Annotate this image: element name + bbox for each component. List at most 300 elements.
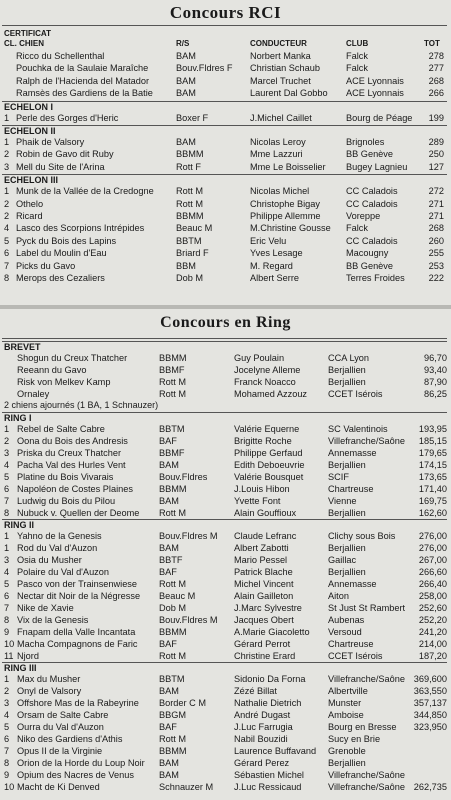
- table-row: [0, 781, 451, 793]
- cell-rank: 4: [4, 710, 10, 720]
- group-label: ECHELON II: [4, 126, 56, 136]
- table-row: [0, 578, 451, 590]
- cell-owner: Jacques Obert: [234, 615, 294, 625]
- cell-rs: BAF: [159, 436, 177, 446]
- table-row: [0, 235, 451, 247]
- table-row: [0, 745, 451, 757]
- cell-rs: BBMF: [159, 365, 185, 375]
- header-label: CERTIFICAT: [4, 29, 51, 38]
- table-row: [0, 75, 451, 87]
- cell-rank: 6: [4, 734, 10, 744]
- cell-rs: Dob M: [176, 273, 204, 283]
- cell-club: Berjallien: [328, 365, 366, 375]
- table-row: [0, 148, 451, 160]
- cell-score: 344,850: [413, 710, 447, 720]
- group-label: RING III: [4, 663, 37, 673]
- table-row: [0, 614, 451, 626]
- cell-owner: J.Marc Sylvestre: [234, 603, 302, 613]
- cell-name: Ricard: [16, 211, 43, 221]
- cell-rs: BBMM: [176, 211, 204, 221]
- cell-rank: 8: [4, 758, 10, 768]
- cell-owner: Alain Gouffioux: [234, 508, 297, 518]
- cell-rs: BBTM: [159, 674, 185, 684]
- cell-rank: 6: [4, 591, 10, 601]
- cell-name: Yahno de la Genesis: [17, 531, 102, 541]
- cell-owner: Sidonio Da Forna: [234, 674, 306, 684]
- cell-name: Pouchka de la Saulaie Maraîche: [16, 63, 149, 74]
- cell-club: Bourg en Bresse: [328, 722, 397, 732]
- cell-rank: 9: [4, 770, 10, 780]
- group-label: RING I: [4, 413, 32, 423]
- cell-name: Lasco des Scorpions Intrépides: [16, 223, 145, 234]
- cell-score: 276,00: [418, 543, 447, 553]
- table-row: [0, 260, 451, 272]
- cell-score: 199: [428, 112, 444, 123]
- cell-rank: 5: [4, 472, 10, 482]
- cell-name: Rebel de Salte Cabre: [17, 424, 105, 434]
- cell-club: Aubenas: [328, 615, 365, 625]
- group-rule: [2, 174, 447, 175]
- cell-owner: Philippe Allemme: [250, 211, 321, 221]
- cell-score: 173,65: [418, 472, 447, 482]
- cell-owner: Nabil Bouzidi: [234, 734, 288, 744]
- table-row: [0, 87, 451, 99]
- cell-club: Bourg de Péage: [346, 112, 413, 123]
- cell-rs: Beauc M: [176, 223, 213, 234]
- cell-owner: Christophe Bigay: [250, 198, 320, 209]
- cell-club: Aiton: [328, 591, 349, 601]
- table-row: [0, 161, 451, 173]
- table-row: [0, 198, 451, 210]
- cell-name: Perle des Gorges d'Heric: [16, 112, 119, 123]
- table-row: [0, 566, 451, 578]
- cell-name: Rod du Val d'Auzon: [17, 543, 98, 553]
- cell-rs: BAM: [159, 496, 179, 506]
- cell-rank: 6: [4, 484, 10, 494]
- cell-rank: 2: [4, 198, 10, 209]
- cell-name: Ralph de l'Hacienda del Matador: [16, 75, 150, 86]
- cell-score: 276,00: [418, 531, 447, 541]
- cell-owner: Guy Poulain: [234, 353, 285, 363]
- cell-name: Orion de la Horde du Loup Noir: [17, 758, 145, 768]
- cell-rs: BAM: [159, 686, 179, 696]
- cell-rank: 1: [4, 531, 10, 541]
- table-row: [0, 388, 451, 400]
- cell-rs: Bouv.Fldres M: [159, 531, 218, 541]
- cell-owner: Brigitte Roche: [234, 436, 292, 446]
- cell-score: 174,15: [418, 460, 447, 470]
- table-row: [0, 650, 451, 662]
- cell-name: Risk von Melkev Kamp: [17, 377, 111, 387]
- table-row: [0, 542, 451, 554]
- cell-score: 193,95: [418, 424, 447, 434]
- cell-owner: Gérard Perrot: [234, 639, 291, 649]
- cell-score: 266,60: [418, 567, 447, 577]
- cell-rank: 10: [4, 782, 15, 792]
- cell-club: Berjallien: [328, 377, 366, 387]
- cell-rank: 8: [4, 508, 10, 518]
- cell-club: ACE Lyonnais: [346, 75, 404, 86]
- cell-rs: Rott M: [159, 579, 187, 589]
- cell-score: 262,735: [413, 782, 447, 792]
- cell-rank: 2: [4, 686, 10, 696]
- table-row: [0, 685, 451, 697]
- cell-score: 363,550: [413, 686, 447, 696]
- cell-club: Villefranche/Saône: [328, 436, 405, 446]
- cell-rs: BAF: [159, 722, 177, 732]
- cell-score: 323,950: [413, 722, 447, 732]
- cell-score: 87,90: [424, 377, 447, 387]
- cell-score: 369,600: [413, 674, 447, 684]
- group-label: ECHELON III: [4, 175, 59, 186]
- cell-club: Villefranche/Saône: [328, 770, 405, 780]
- cell-rs: Rott M: [176, 186, 204, 197]
- cell-name: Picks du Gavo: [16, 260, 76, 271]
- cell-name: Njord: [17, 651, 39, 661]
- cell-score: 289: [428, 137, 444, 147]
- cell-rank: 3: [4, 448, 10, 458]
- title-rule: [2, 338, 447, 339]
- rci-section: [0, 0, 451, 305]
- cell-rs: BBMM: [159, 353, 187, 363]
- header-name: CL. CHIEN: [4, 39, 44, 48]
- cell-score: 222: [428, 273, 444, 283]
- cell-rank: 1: [4, 674, 10, 684]
- cell-name: Ludwig du Bois du Pilou: [17, 496, 116, 506]
- cell-club: Clichy sous Bois: [328, 531, 396, 541]
- table-row: [0, 447, 451, 459]
- group-rule: [2, 662, 447, 663]
- cell-owner: Yvette Font: [234, 496, 281, 506]
- cell-score: 268: [428, 223, 444, 234]
- cell-rs: Rott M: [176, 198, 204, 209]
- cell-name: Munk de la Vallée de la Credogne: [16, 186, 154, 197]
- table-row: [0, 352, 451, 364]
- cell-club: SC Valentinois: [328, 424, 388, 434]
- cell-club: Amboise: [328, 710, 364, 720]
- cell-score: 252,20: [418, 615, 447, 625]
- cell-owner: Norbert Manka: [250, 51, 311, 61]
- cell-owner: André Dugast: [234, 710, 291, 720]
- cell-name: Ramsès des Gardiens de la Batie: [16, 88, 153, 99]
- cell-club: Berjallien: [328, 758, 366, 768]
- cell-owner: A.Marie Giacoletto: [234, 627, 310, 637]
- cell-rank: 2: [4, 149, 10, 160]
- cell-club: Annemasse: [328, 579, 377, 589]
- cell-score: 267,00: [418, 555, 447, 565]
- cell-rs: BBGM: [159, 710, 187, 720]
- cell-owner: M.Christine Gousse: [250, 223, 331, 234]
- cell-owner: Nathalie Dietrich: [234, 698, 302, 708]
- cell-score: 169,75: [418, 496, 447, 506]
- cell-club: Berjallien: [328, 508, 366, 518]
- cell-owner: Sébastien Michel: [234, 770, 304, 780]
- cell-name: Othelo: [16, 198, 44, 209]
- cell-rank: 2: [4, 211, 10, 221]
- table-row: [0, 626, 451, 638]
- cell-rs: BBMM: [176, 149, 204, 160]
- cell-name: Vix de la Genesis: [17, 615, 89, 625]
- cell-owner: Alain Gailleton: [234, 591, 294, 601]
- cell-name: Offshore Mas de la Rabeyrine: [17, 698, 139, 708]
- table-row: [0, 769, 451, 781]
- cell-rs: BBMF: [159, 448, 185, 458]
- cell-rank: 10: [4, 639, 15, 649]
- cell-rank: 7: [4, 260, 10, 271]
- cell-name: Phaik de Valsory: [16, 137, 85, 147]
- cell-rs: BBMM: [159, 627, 187, 637]
- table-row: [0, 376, 451, 388]
- cell-owner: J.Louis Hibon: [234, 484, 290, 494]
- cell-rs: BAF: [159, 567, 177, 577]
- cell-name: Ricco du Schellenthal: [16, 51, 105, 61]
- table-row: [0, 272, 451, 284]
- cell-club: Falck: [346, 223, 368, 234]
- cell-score: 253: [428, 260, 444, 271]
- cell-club: CCET Isérois: [328, 389, 383, 399]
- cell-rank: 7: [4, 603, 10, 613]
- cell-club: CCET Isérois: [328, 651, 383, 661]
- cell-club: Berjallien: [328, 567, 366, 577]
- cell-score: 266: [428, 88, 444, 99]
- cell-score: 96,70: [424, 353, 447, 363]
- cell-rs: BAM: [176, 75, 196, 86]
- table-row: [0, 697, 451, 709]
- header-club: CLUB: [346, 39, 369, 48]
- cell-score: 260: [428, 235, 444, 246]
- cell-owner: Marcel Truchet: [250, 75, 311, 86]
- cell-rs: BBTF: [159, 555, 183, 565]
- cell-owner: Valérie Equerne: [234, 424, 300, 434]
- cell-club: Bugey Lagnieu: [346, 161, 408, 172]
- cell-name: Nectar dit Noir de la Négresse: [17, 591, 141, 601]
- cell-score: 271: [428, 211, 444, 221]
- header-owner: CONDUCTEUR: [250, 39, 307, 48]
- cell-rs: BAM: [159, 543, 179, 553]
- cell-rs: BAM: [159, 770, 179, 780]
- group-rule: [2, 125, 447, 126]
- table-row: [0, 435, 451, 447]
- cell-club: Albertville: [328, 686, 368, 696]
- table-row: [0, 757, 451, 769]
- table-row: [0, 602, 451, 614]
- ring-section: [0, 309, 451, 800]
- cell-club: Berjallien: [328, 543, 366, 553]
- table-row: [0, 112, 451, 124]
- cell-rank: 1: [4, 424, 10, 434]
- cell-rank: 1: [4, 137, 10, 147]
- table-row: [0, 483, 451, 495]
- cell-owner: Mohamed Azzouz: [234, 389, 308, 399]
- cell-rank: 3: [4, 698, 10, 708]
- cell-score: 250: [428, 149, 444, 160]
- cell-club: SCIF: [328, 472, 349, 482]
- cell-rank: 7: [4, 496, 10, 506]
- cell-rs: Dob M: [159, 603, 187, 613]
- cell-club: St Just St Rambert: [328, 603, 406, 613]
- cell-owner: Jocelyne Alleme: [234, 365, 301, 375]
- cell-name: Ourra du Val d'Auzon: [17, 722, 104, 732]
- cell-owner: Franck Noacco: [234, 377, 296, 387]
- cell-rs: Rott M: [159, 651, 187, 661]
- table-row: [0, 423, 451, 435]
- cell-owner: Nicolas Michel: [250, 186, 310, 197]
- cell-owner: Mario Pessel: [234, 555, 288, 565]
- cell-owner: J.Luc Ressicaud: [234, 782, 302, 792]
- cell-owner: Christian Schaub: [250, 63, 320, 74]
- cell-club: Grenoble: [328, 746, 366, 756]
- cell-club: Munster: [328, 698, 362, 708]
- cell-rs: BBMM: [159, 746, 187, 756]
- cell-score: 255: [428, 248, 444, 259]
- table-row: [0, 554, 451, 566]
- cell-rank: 7: [4, 746, 10, 756]
- cell-name: Niko des Gardiens d'Athis: [17, 734, 123, 744]
- cell-score: 127: [428, 161, 444, 172]
- cell-score: 271: [428, 198, 444, 209]
- cell-owner: M. Regard: [250, 260, 293, 271]
- table-row: [0, 590, 451, 602]
- cell-rank: 1: [4, 186, 10, 197]
- cell-name: Pyck du Bois des Lapins: [16, 235, 117, 246]
- cell-club: CC Caladois: [346, 235, 398, 246]
- cell-name: Onyl de Valsory: [17, 686, 82, 696]
- table-row: [0, 638, 451, 650]
- cell-name: Orsam de Salte Cabre: [17, 710, 109, 720]
- table-row: [0, 709, 451, 721]
- cell-club: Villefranche/Saône: [328, 674, 405, 684]
- cell-score: 266,40: [418, 579, 447, 589]
- cell-owner: Eric Velu: [250, 235, 287, 246]
- table-row: [0, 733, 451, 745]
- cell-name: Macha Compagnons de Faric: [17, 639, 138, 649]
- cell-rs: BBTM: [176, 235, 202, 246]
- cell-score: 357,137: [413, 698, 447, 708]
- cell-owner: J.Michel Caillet: [250, 112, 312, 123]
- cell-rank: 4: [4, 567, 10, 577]
- cell-rs: Boxer F: [176, 112, 209, 123]
- header-total: TOT: [424, 39, 440, 48]
- table-row: [0, 210, 451, 222]
- table-row: [0, 364, 451, 376]
- cell-club: Voreppe: [346, 211, 381, 221]
- cell-owner: Yves Lesage: [250, 248, 303, 259]
- cell-owner: Philippe Gerfaud: [234, 448, 303, 458]
- table-row: [0, 471, 451, 483]
- cell-rs: Bouv.Fldres: [159, 472, 208, 482]
- cell-club: Versoud: [328, 627, 362, 637]
- cell-score: 187,20: [418, 651, 447, 661]
- cell-rs: Rott F: [176, 161, 202, 172]
- cell-owner: Claude Lefranc: [234, 531, 297, 541]
- cell-rs: Rott M: [159, 508, 187, 518]
- table-row: [0, 50, 451, 62]
- cell-rank: 1: [4, 112, 10, 123]
- cell-owner: Albert Serre: [250, 273, 300, 283]
- cell-club: Falck: [346, 63, 368, 74]
- table-row: [0, 530, 451, 542]
- cell-name: Fnapam della Valle Incantata: [17, 627, 136, 637]
- cell-club: Berjallien: [328, 460, 366, 470]
- cell-rs: Schnauzer M: [159, 782, 214, 792]
- table-row: [0, 222, 451, 234]
- cell-name: Mell du Site de l'Arina: [16, 161, 105, 172]
- cell-rank: 11: [4, 651, 14, 661]
- cell-rs: BAM: [176, 88, 196, 99]
- cell-score: 252,60: [418, 603, 447, 613]
- cell-rs: Rott M: [159, 734, 187, 744]
- cell-rank: 8: [4, 273, 10, 283]
- cell-club: CC Caladois: [346, 186, 398, 197]
- cell-name: Oona du Bois des Andresis: [17, 436, 128, 446]
- ring-title: Concours en Ring: [160, 314, 291, 331]
- rci-title: Concours RCI: [169, 3, 282, 22]
- table-row: [0, 62, 451, 74]
- cell-rs: Bouv.Fldres M: [159, 615, 218, 625]
- cell-name: Max du Musher: [17, 674, 81, 684]
- cell-club: Vienne: [328, 496, 357, 506]
- cell-club: Macougny: [346, 248, 389, 259]
- cell-club: Chartreuse: [328, 484, 374, 494]
- cell-owner: Valérie Bousquet: [234, 472, 304, 482]
- cell-name: Nike de Xavie: [17, 603, 74, 613]
- cell-club: CCA Lyon: [328, 353, 370, 363]
- group-label: RING II: [4, 520, 35, 530]
- cell-name: Merops des Cezaliers: [16, 273, 105, 283]
- cell-rank: 9: [4, 627, 10, 637]
- table-row: [0, 507, 451, 519]
- cell-rank: 4: [4, 460, 10, 470]
- cell-score: 93,40: [424, 365, 447, 375]
- cell-score: 277: [428, 63, 444, 74]
- cell-owner: Edith Deboeuvrie: [234, 460, 305, 470]
- cell-score: 162,60: [418, 508, 447, 518]
- cell-owner: Gérard Perez: [234, 758, 290, 768]
- cell-name: Pasco von der Trainsenwiese: [17, 579, 138, 589]
- cell-club: Terres Froides: [346, 273, 405, 283]
- table-row: [0, 136, 451, 148]
- cell-name: Platine du Bois Vivarais: [17, 472, 114, 482]
- group-rule: [2, 341, 447, 342]
- cell-name: Polaire du Val d'Auzon: [17, 567, 109, 577]
- cell-rs: BBMM: [159, 484, 187, 494]
- cell-name: Macht de Ki Denved: [17, 782, 100, 792]
- cell-club: ACE Lyonnais: [346, 88, 404, 99]
- cell-rank: 8: [4, 615, 10, 625]
- cell-rs: Border C M: [159, 698, 206, 708]
- cell-rs: BAM: [159, 758, 179, 768]
- cell-name: Robin de Gavo dit Ruby: [16, 149, 114, 160]
- cell-rank: 6: [4, 248, 10, 259]
- group-label: BREVET: [4, 342, 41, 352]
- cell-score: 185,15: [418, 436, 447, 446]
- cell-name: Label du Moulin d'Eau: [16, 248, 107, 259]
- cell-score: 171,40: [418, 484, 447, 494]
- cell-score: 278: [428, 51, 444, 61]
- cell-rs: Bouv.Fldres F: [176, 63, 233, 74]
- group-note: 2 chiens ajournés (1 BA, 1 Schnauzer): [4, 400, 159, 410]
- cell-score: 272: [428, 186, 444, 197]
- cell-owner: Laurent Dal Gobbo: [250, 88, 328, 99]
- cell-owner: Nicolas Leroy: [250, 137, 306, 147]
- cell-name: Opium des Nacres de Venus: [17, 770, 134, 780]
- cell-club: Villefranche/Saône: [328, 782, 405, 792]
- cell-rank: 5: [4, 579, 10, 589]
- group-rule: [2, 101, 447, 102]
- table-row: [0, 459, 451, 471]
- cell-owner: Mme Le Boisselier: [250, 161, 326, 172]
- cell-club: Brignoles: [346, 137, 385, 147]
